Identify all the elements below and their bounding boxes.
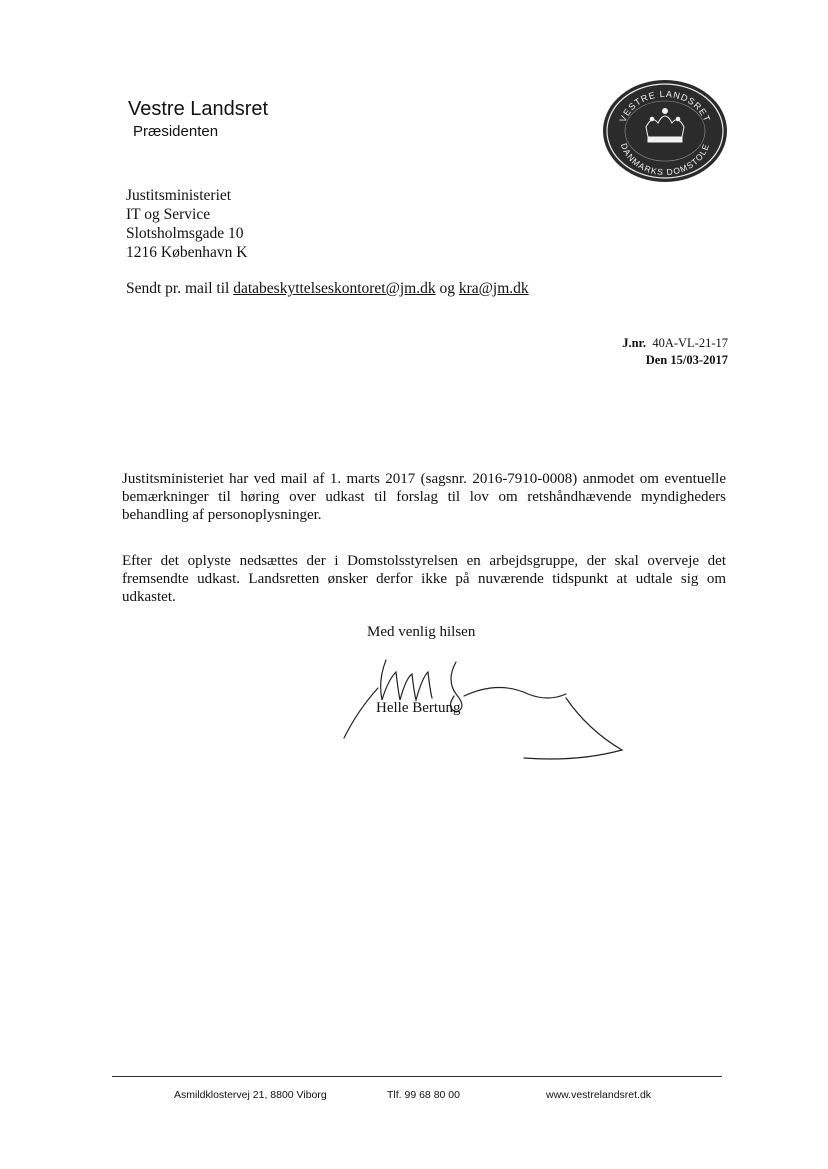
recipient-line: Justitsministeriet — [126, 187, 232, 204]
recipient-address — [126, 186, 247, 262]
recipient-line: IT og Service — [126, 206, 211, 223]
body-paragraph-2: Efter det oplyste nedsættes der i Domstolsstyrelsen en arbejdsgruppe, der skal overveje det fremsendte udkast. Landsretten ønsker derfor ikke på nuværende tidspunkt at udtale sig om udkastet. — [122, 553, 726, 605]
email-link-2[interactable]: kra@jm.dk — [458, 280, 529, 297]
office-title: Præsidenten — [133, 123, 219, 140]
footer-divider — [112, 1076, 722, 1077]
seal-bottom-text: DANMARKS DOMSTOLE — [618, 141, 712, 178]
sent-by-mail-line — [126, 280, 529, 298]
recipient-line: 1216 København K — [126, 244, 248, 261]
signer-name: Helle Bertung — [376, 700, 461, 716]
footer-address: Asmildklostervej 21, 8800 Viborg — [174, 1089, 327, 1101]
date-value: 15/03-2017 — [670, 353, 728, 367]
seal-top-text: VESTRE LANDSRET — [617, 88, 713, 124]
sent-connector: og — [439, 280, 455, 297]
sent-prefix: Sendt pr. mail til — [126, 280, 230, 297]
court-seal-logo — [602, 79, 728, 183]
email-link-1[interactable]: databeskyttelseskontoret@jm.dk — [233, 280, 436, 297]
body-paragraph-1: Justitsministeriet har ved mail af 1. marts 2017 (sagsnr. 2016-7910-0008) anmodet om eventuelle bemærkninger til høring over udkast til forslag til lov om retshåndhævende myndigheders behandling af personoplysninger. — [122, 471, 726, 523]
footer-phone: Tlf. 99 68 80 00 — [387, 1089, 460, 1101]
footer-website[interactable]: www.vestrelandsret.dk — [546, 1089, 652, 1101]
jnr-value: 40A-VL-21-17 — [652, 336, 728, 350]
date-label: Den — [645, 353, 668, 367]
court-name: Vestre Landsret — [128, 98, 269, 120]
recipient-line: Slotsholmsgade 10 — [126, 225, 244, 242]
closing-greeting: Med venlig hilsen — [367, 624, 476, 640]
reference-block — [622, 335, 728, 369]
jnr-label: J.nr. — [622, 336, 647, 350]
